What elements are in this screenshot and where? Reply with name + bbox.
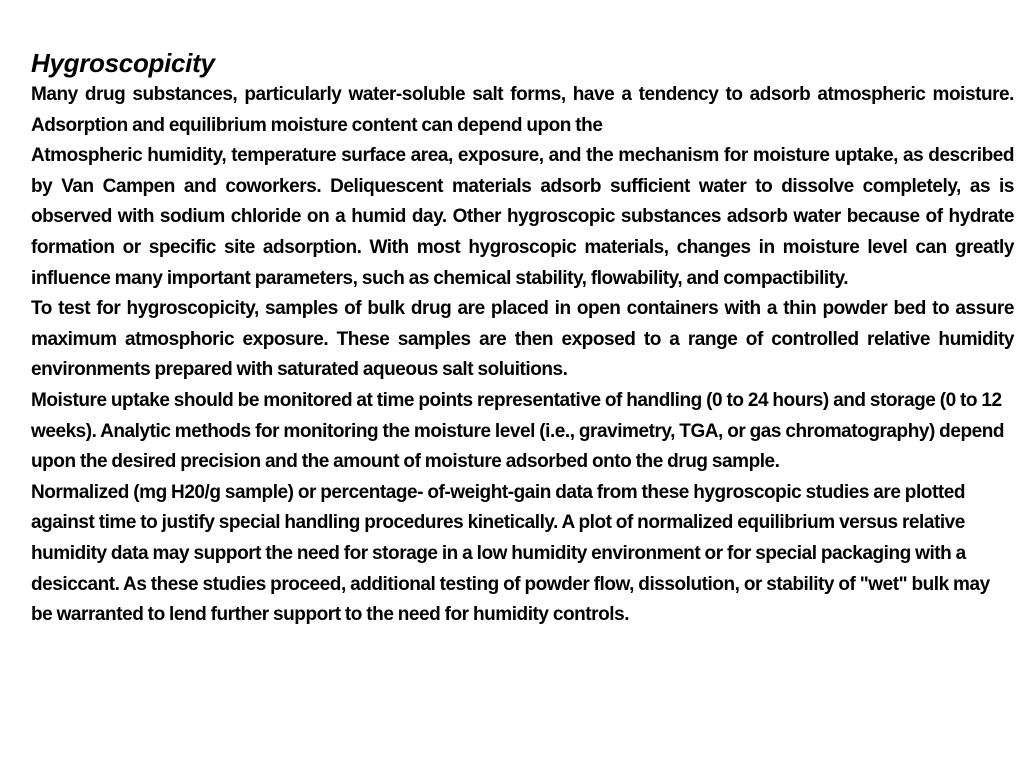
paragraph-intro: Many drug substances, particularly water-soluble salt forms, have a tendency to adsorb atmospheric moisture. Adsorption and equilibrium moisture content can depend upon the bbox=[31, 84, 1014, 136]
paragraph-data-analysis: Normalized (mg H20/g sample) or percentage- of-weight-gain data from these hygroscopic studies are plotted against time to justify special handling procedures kinetically. A plot of normalized equilibrium versus relative humidity data may support the need for storage in a low humidity environment or for special packaging with a desiccant. As these studies proceed, additional testing of powder flow, dissolution, or stability of "wet" bulk may be warranted to lend further support to the need for humidity controls. bbox=[31, 481, 990, 626]
paragraph-humidity-factors: Atmospheric humidity, temperature surface area, exposure, and the mechanism for moisture uptake, as described by Van Campen and coworkers. Deliquescent materials adsorb sufficient water to dissolve completely, as is observed with sodium chloride on a humid day. Other hygroscopic substances adsorb water because of hydrate formation or specific site adsorption. With most hygroscopic materials, changes in moisture level can greatly influence many important parameters, such as chemical stability, flowability, and compactibility. bbox=[31, 145, 1014, 289]
slide-content bbox=[31, 46, 1014, 631]
paragraph-monitoring: Moisture uptake should be monitored at time points representative of handling (0 to 24 hours) and storage (0 to 12 weeks). Analytic methods for monitoring the moisture level (i.e., gravimetry, TGA, or gas chromatography) depend upon the desired precision and the amount of moisture adsorbed onto the drug sample. bbox=[31, 389, 1005, 473]
slide-title: Hygroscopicity bbox=[31, 48, 215, 78]
paragraph-test-method: To test for hygroscopicity, samples of bulk drug are placed in open containers with a thin powder bed to assure maximum atmosphoric exposure. These samples are then exposed to a range of controlled relative humidity environments prepared with saturated aqueous salt soluitions. bbox=[31, 298, 1014, 381]
